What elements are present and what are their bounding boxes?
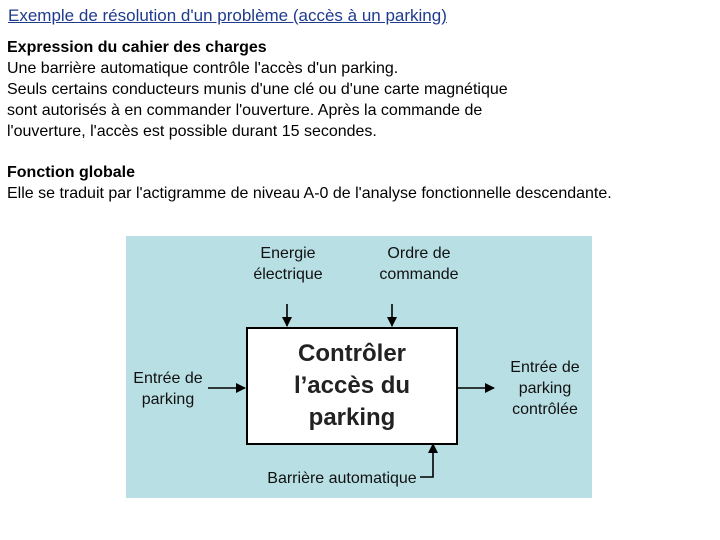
cahier-line-4: l'ouverture, l'accès est possible durant 15 secondes. [7,123,377,140]
barriere-label: Barrière automatique [267,470,417,487]
page-title: Exemple de résolution d'un problème (accès à un parking) [8,6,447,25]
entree-label: Entrée de parking [133,370,203,408]
cahier-heading: Expression du cahier des charges [7,39,267,56]
function-box [246,327,458,445]
cahier-line-1: Une barrière automatique contrôle l'accès d'un parking. [7,60,399,77]
fonction-heading: Fonction globale [7,164,135,181]
cahier-des-charges-section [7,37,508,142]
fonction-globale-section [7,162,612,204]
actigramme-diagram [126,236,592,498]
cahier-line-2: Seuls certains conducteurs munis d'une clé ou d'une carte magnétique [7,81,508,98]
sortie-label: Entrée de parking contrôlée [510,359,580,418]
function-box-text: Contrôler l’accès du parking [293,340,411,431]
energie-label: Energie électrique [253,245,323,283]
ordre-label: Ordre de commande [379,245,459,283]
fonction-text: Elle se traduit par l'actigramme de niveau A-0 de l'analyse fonctionnelle descendante. [7,185,612,202]
cahier-line-3: sont autorisés à en commander l'ouverture. Après la commande de [7,102,483,119]
